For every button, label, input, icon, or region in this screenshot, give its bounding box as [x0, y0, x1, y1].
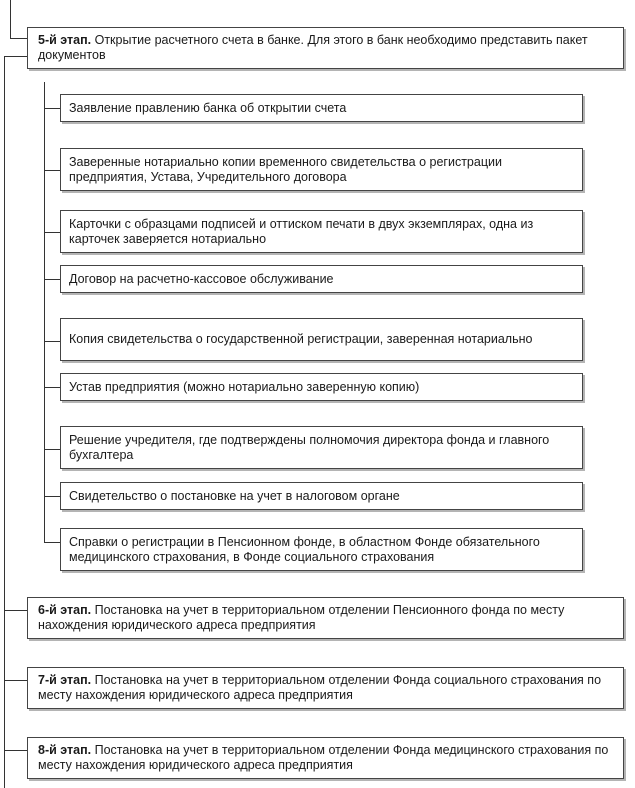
stage-7-description: Постановка на учет в территориальном отделении Фонда социального страхования по месту нахождения юридического адреса предприятия [38, 673, 602, 702]
main-spine [4, 56, 5, 788]
document-text: Свидетельство о постановке на учет в налоговом органе [69, 488, 400, 503]
document-box [60, 94, 583, 122]
document-box [60, 373, 583, 401]
stage-connector [4, 610, 28, 611]
stage-6-label: 6-й этап. [38, 603, 92, 617]
document-box [60, 148, 583, 191]
stage-5-box [27, 27, 624, 69]
document-text: Решение учредителя, где подтверждены полномочия директора фонда и главного бухгалтера [69, 432, 550, 462]
stage-7-text [38, 673, 613, 703]
document-connector [44, 341, 60, 342]
stage-8-box [27, 737, 624, 779]
document-box [60, 528, 583, 571]
stage-6-box [27, 597, 624, 639]
document-box [60, 318, 583, 361]
main-spine-tick [4, 56, 28, 57]
stage-6-description: Постановка на учет в территориальном отделении Пенсионного фонда по месту нахождения юридического адреса предприятия [38, 603, 565, 632]
document-box [60, 210, 583, 253]
document-connector [44, 542, 60, 543]
document-text: Заверенные нотариально копии временного свидетельства о регистрации предприятия, Устава, Учредительного договора [69, 154, 502, 184]
stage-6-text [38, 603, 613, 633]
document-connector [44, 387, 60, 388]
document-text: Договор на расчетно-кассовое обслуживание [69, 271, 334, 286]
document-connector [44, 108, 60, 109]
top-connector-tick [10, 38, 28, 39]
document-connector [44, 449, 60, 450]
document-connector [44, 279, 60, 280]
document-connector [44, 170, 60, 171]
document-box [60, 482, 583, 510]
stage-7-label: 7-й этап. [38, 673, 92, 687]
document-connector [44, 232, 60, 233]
top-connector-stub [10, 0, 11, 38]
document-box [60, 426, 583, 469]
document-text: Устав предприятия (можно нотариально заверенную копию) [69, 379, 420, 394]
documents-spine [44, 82, 45, 542]
document-text: Заявление правлению банка об открытии счета [69, 100, 347, 115]
document-text: Копия свидетельства о государственной регистрации, заверенная нотариально [69, 332, 533, 346]
stage-5-description: Открытие расчетного счета в банке. Для этого в банк необходимо представить пакет документов [38, 33, 588, 62]
stage-5-label: 5-й этап. [38, 33, 92, 47]
document-text: Карточки с образцами подписей и оттиском печати в двух экземплярах, одна из карточек заверяется нотариально [69, 216, 534, 246]
document-connector [44, 496, 60, 497]
document-box [60, 265, 583, 293]
stage-connector [4, 680, 28, 681]
stage-5-text [38, 33, 613, 63]
stage-8-description: Постановка на учет в территориальном отделении Фонда медицинского страхования по месту нахождения юридического адреса предприятия [38, 743, 609, 772]
stage-8-text [38, 743, 613, 773]
stage-connector [4, 750, 28, 751]
stage-8-label: 8-й этап. [38, 743, 92, 757]
stage-7-box [27, 667, 624, 709]
document-text: Справки о регистрации в Пенсионном фонде, в областном Фонде обязательного медицинского страхования, в Фонде социального страхования [69, 534, 540, 564]
